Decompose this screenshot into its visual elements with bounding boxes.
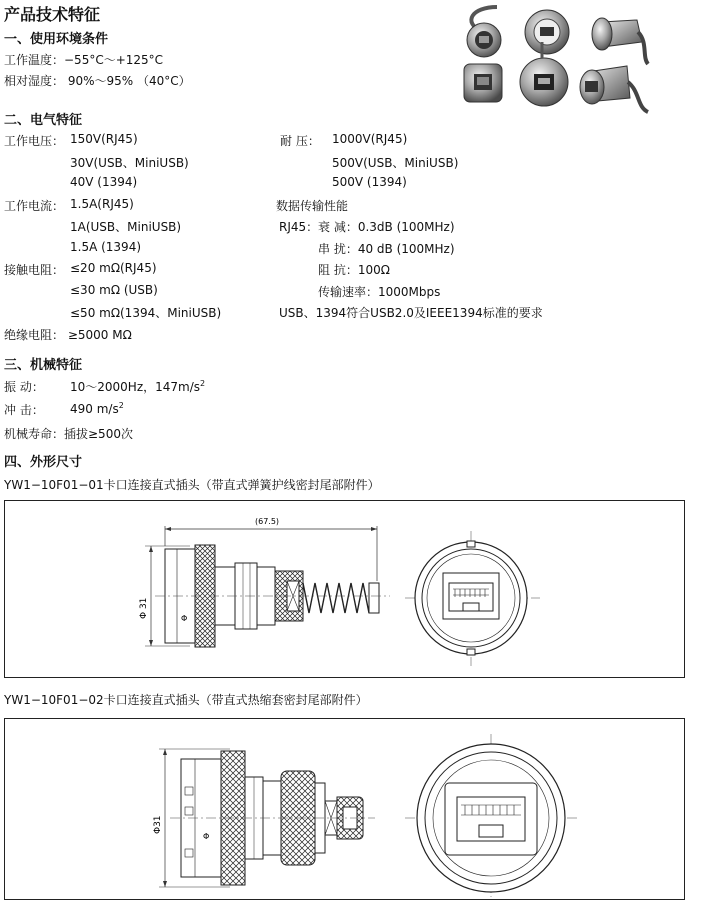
insulation-resistance: 绝缘电阻： ≥5000 MΩ [4,328,132,342]
withstand-value: 500V(USB、MiniUSB) [332,156,459,170]
env-heading: 一、使用环境条件 [4,32,109,47]
crosstalk: 串 扰：40 dB (100MHz) [318,242,455,256]
shock-label: 冲 击： [4,403,44,417]
voltage-value: 40V (1394) [70,175,138,189]
contact-value: ≤20 mΩ(RJ45) [70,261,157,275]
dims-heading: 四、外形尺寸 [4,455,83,470]
data-transfer-heading: 数据传输性能 [276,199,349,213]
rj45-prefix: RJ45： [279,220,319,234]
plug2-drawing [4,718,685,900]
voltage-value: 30V(USB、MiniUSB) [70,156,189,170]
attenuation: 衰 减：0.3dB (100MHz) [318,220,455,234]
phi-mark: Φ [181,614,188,623]
voltage-value: 150V(RJ45) [70,132,138,146]
elec-heading: 二、电气特征 [4,113,83,128]
page-title: 产品技术特征 [4,5,101,24]
withstand-value: 1000V(RJ45) [332,132,408,146]
contact-label: 接触电阻： [4,263,65,277]
product-photo [452,2,652,120]
relative-humidity: 相对湿度： 90%～95% （40°C） [4,74,191,88]
mechanical-life: 机械寿命：插拔≥500次 [4,427,133,441]
working-temperature: 工作温度：−55°C～+125°C [4,53,164,67]
plug1-caption: YW1−10F01−01卡口连接直式插头（带直式弹簧护线密封尾部附件） [4,478,380,492]
plug2-caption: YW1−10F01−02卡口连接直式插头（带直式热缩套密封尾部附件） [4,693,368,707]
dim-diameter-label: Φ 31 [139,597,149,619]
impedance: 阻 抗：100Ω [318,263,390,277]
shock-value: 490 $m/s^2$ [70,401,124,416]
current-value: 1.5A(RJ45) [70,197,134,211]
usb-standard-note: USB、1394符合USB2.0及IEEE1394标准的要求 [279,306,543,320]
current-label: 工作电流： [4,199,65,213]
mech-heading: 三、机械特征 [4,358,83,373]
transfer-rate: 传输速率：1000Mbps [318,285,441,299]
voltage-label: 工作电压： [4,134,65,148]
contact-value: ≤30 mΩ (USB) [70,283,158,297]
withstand-value: 500V (1394) [332,175,407,189]
vibration-label: 振 动： [4,380,44,394]
dim-diameter-label-2: Φ31 [153,815,163,834]
current-value: 1A(USB、MiniUSB) [70,220,182,234]
contact-value: ≤50 mΩ(1394、MiniUSB) [70,306,222,320]
phi-mark-2: Φ [203,832,210,841]
plug1-drawing [4,500,685,678]
dim-length-label: (67.5) [255,517,280,526]
withstand-label: 耐 压： [280,134,320,148]
current-value: 1.5A (1394) [70,240,142,254]
vibration-value: 10～2000Hz，$147m/s^2$ [70,379,206,394]
